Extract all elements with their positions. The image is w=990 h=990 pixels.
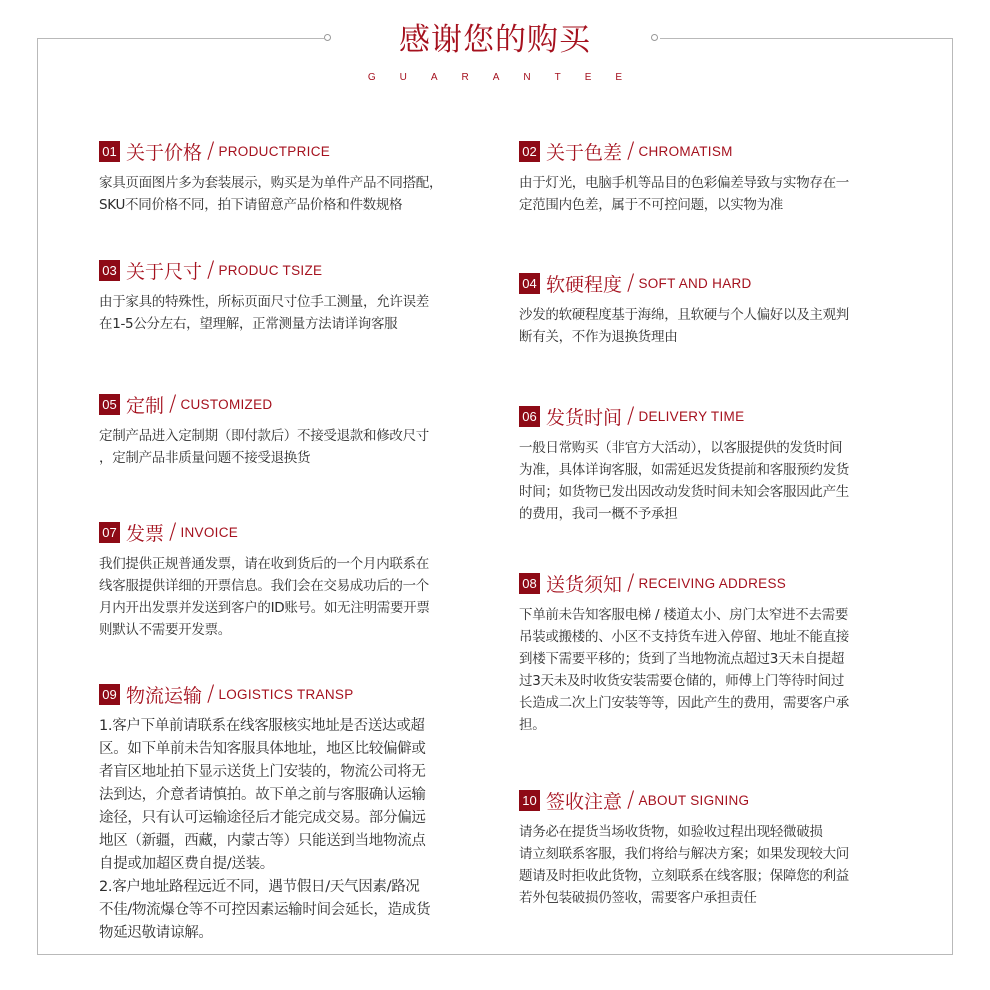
section-subtitle: PRODUCTPRICE <box>218 143 331 159</box>
section-number-badge: 10 <box>519 790 540 811</box>
section-number-badge: 05 <box>99 394 120 415</box>
slash-divider: / <box>627 138 635 164</box>
section-number-badge: 02 <box>519 141 540 162</box>
section-header <box>519 138 891 164</box>
section-delivery-time <box>519 403 891 525</box>
section-subtitle: PRODUC TSIZE <box>218 262 323 278</box>
slash-divider: / <box>207 138 215 164</box>
slash-divider: / <box>169 391 177 417</box>
section-header <box>99 519 471 545</box>
section-subtitle: SOFT AND HARD <box>638 275 752 291</box>
section-body: 请务必在提货当场收货物，如验收过程出现轻微破损 请立刻联系客服，我们将给与解决方案；如果发现较大问 题请及时拒收此货物，立刻联系在线客服；保障您的利益 若外包装破损仍签收，需要客户承担责任 <box>519 824 849 906</box>
section-title: 关于价格 <box>126 141 203 164</box>
section-soft-hard <box>519 270 891 348</box>
section-receiving-address <box>519 570 891 736</box>
section-body: 由于家具的特殊性，所标页面尺寸位手工测量，允许误差 在1-5公分左右，望理解，正常测量方法请详询客服 <box>99 294 429 332</box>
section-subtitle: CHROMATISM <box>638 143 733 159</box>
slash-divider: / <box>627 787 635 813</box>
slash-divider: / <box>627 270 635 296</box>
section-number-badge: 04 <box>519 273 540 294</box>
section-header <box>99 681 471 707</box>
section-header <box>99 257 471 283</box>
section-subtitle: DELIVERY TIME <box>638 408 745 424</box>
page-title: 感谢您的购买 <box>399 22 591 58</box>
section-body: 一般日常购买（非官方大活动），以客服提供的发货时间 为准，具体详询客服，如需延迟发货提前和客服预约发货 时间；如货物已发出因改动发货时间未知会客服因此产生 的费用，我司一概不予承担 <box>519 440 849 522</box>
section-product-size <box>99 257 471 335</box>
section-body: 我们提供正规普通发票，请在收到货后的一个月内联系在 线客服提供详细的开票信息。我们会在交易成功后的一个 月内开出发票并发送到客户的ID账号。如无注明需要开票 则默认不需要开发票。 <box>99 556 430 638</box>
section-header <box>99 138 471 164</box>
section-body: 下单前未告知客服电梯 / 楼道太小、房门太窄进不去需要 吊装或搬楼的、小区不支持货车进入停留、地址不能直接 到楼下需要平移的；货到了当地物流点超过3天未自提超 过3天未及时收货安装需要仓储的，师傅上门等待时间过 长造成二次上门安装等等，因此产生的费用，需要客户承 担。 <box>519 607 849 733</box>
section-subtitle: INVOICE <box>180 524 239 540</box>
section-header <box>519 570 891 596</box>
section-subtitle: RECEIVING ADDRESS <box>638 575 787 591</box>
slash-divider: / <box>207 257 215 283</box>
section-header <box>519 403 891 429</box>
section-number-badge: 08 <box>519 573 540 594</box>
section-title: 发票 <box>126 522 165 545</box>
section-logistics <box>99 681 471 945</box>
section-number-badge: 01 <box>99 141 120 162</box>
section-title: 物流运输 <box>126 684 203 707</box>
section-title: 签收注意 <box>546 790 623 813</box>
section-number-badge: 03 <box>99 260 120 281</box>
section-subtitle: CUSTOMIZED <box>180 396 273 412</box>
section-body: 家具页面图片多为套装展示，购买是为单件产品不同搭配， SKU不同价格不同，拍下请留意产品价格和件数规格 <box>99 175 443 213</box>
section-title: 关于色差 <box>546 141 623 164</box>
section-number-badge: 09 <box>99 684 120 705</box>
section-header <box>519 270 891 296</box>
section-body: 1.客户下单前请联系在线客服核实地址是否送达或超 区。如下单前未告知客服具体地址，地区比较偏僻或 者盲区地址拍下显示送货上门安装的，物流公司将无 法到达，介意者请慎拍。故下单之前与客服确认运输 途径，只有认可运输途径后才能完成交易。部分偏远 地区（新疆，西藏，内蒙古等）只能送到当地物流点 自提或加超区费自提/送装。 2.客户地址路程远近不同，遇节假日/天气因素/路况 不佳/物流爆仓等不可控因素运输时间会延长，造成货 物延迟敬请谅解。 <box>99 718 431 941</box>
slash-divider: / <box>627 403 635 429</box>
section-body: 沙发的软硬程度基于海绵，且软硬与个人偏好以及主观判 断有关，不作为退换货理由 <box>519 307 849 345</box>
section-header <box>99 391 471 417</box>
section-title: 发货时间 <box>546 406 623 429</box>
section-title: 送货须知 <box>546 573 623 596</box>
section-title: 关于尺寸 <box>126 260 203 283</box>
slash-divider: / <box>627 570 635 596</box>
section-invoice <box>99 519 471 641</box>
slash-divider: / <box>207 681 215 707</box>
section-customized <box>99 391 471 469</box>
section-number-badge: 06 <box>519 406 540 427</box>
section-title: 定制 <box>126 394 165 417</box>
section-signing <box>519 787 891 909</box>
section-chromatism <box>519 138 891 216</box>
section-title: 软硬程度 <box>546 273 623 296</box>
section-subtitle: LOGISTICS TRANSP <box>218 686 354 702</box>
section-number-badge: 07 <box>99 522 120 543</box>
section-product-price <box>99 138 471 216</box>
page-subtitle: GUARANTEE <box>367 72 647 83</box>
section-header <box>519 787 891 813</box>
section-body: 由于灯光，电脑手机等品目的色彩偏差导致与实物存在一 定范围内色差，属于不可控问题，以实物为准 <box>519 175 849 213</box>
slash-divider: / <box>169 519 177 545</box>
section-subtitle: ABOUT SIGNING <box>638 792 750 808</box>
section-body: 定制产品进入定制期（即付款后）不接受退款和修改尺寸 ，定制产品非质量问题不接受退换货 <box>99 428 429 466</box>
